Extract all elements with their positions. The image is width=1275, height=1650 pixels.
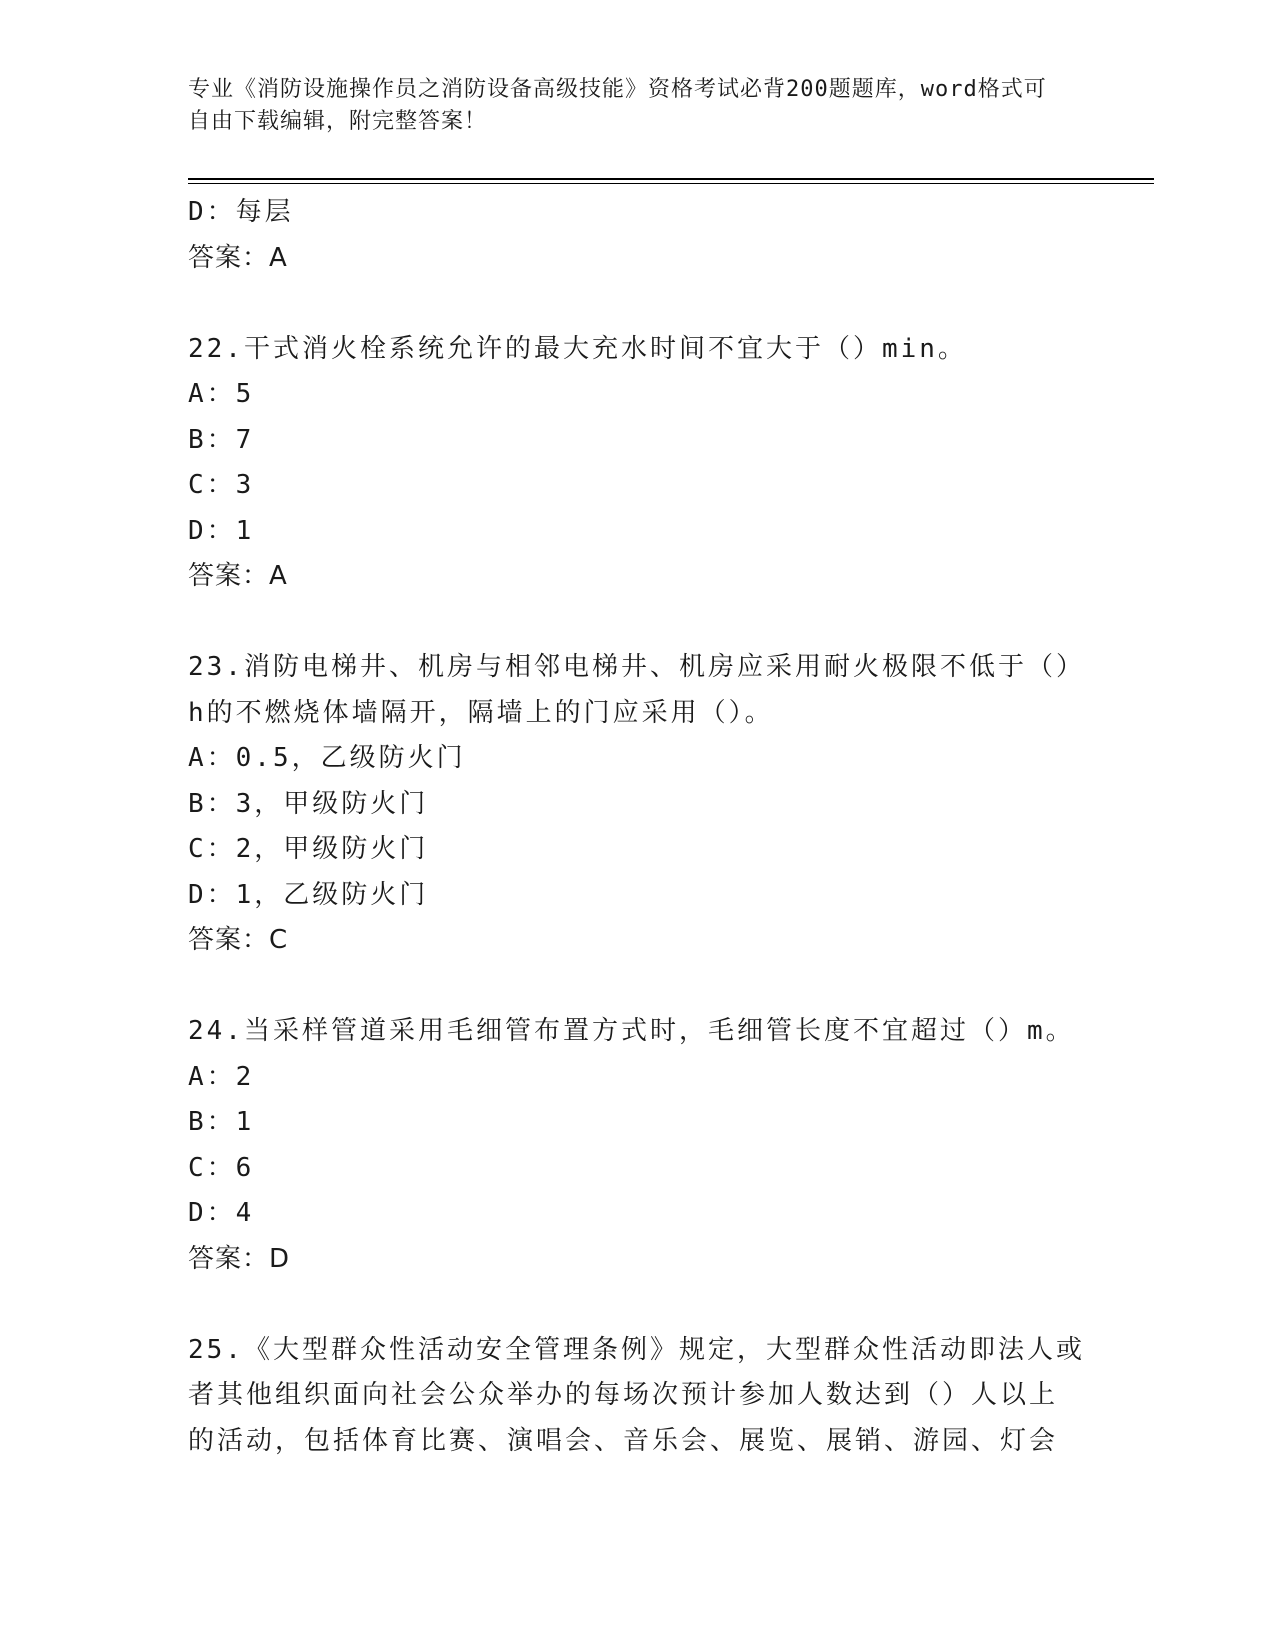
question-content	[188, 190, 1088, 1464]
answer-line: 答案：C	[188, 925, 289, 955]
answer-line: 答案：D	[188, 1243, 291, 1274]
option-d: D：4	[188, 1198, 255, 1228]
option-d: D：每层	[188, 197, 294, 227]
option-a: A：0.5，乙级防火门	[188, 743, 466, 773]
page-header: 专业《消防设施操作员之消防设备高级技能》资格考试必背200题题库，word格式可自由下载编辑，附完整答案！	[188, 77, 1047, 134]
answer-line: 答案：A	[188, 561, 288, 591]
header-rule-thick	[188, 178, 1154, 180]
question-stem-continued: 者其他组织面向社会公众举办的每场次预计参加人数达到（）人以上	[188, 1380, 1059, 1410]
answer-line: 答案：A	[188, 242, 288, 273]
question-stem-continued: 的活动，包括体育比赛、演唱会、音乐会、展览、展销、游园、灯会	[188, 1425, 1059, 1456]
option-b: B：3，甲级防火门	[188, 788, 429, 819]
question-stem-continued: h的不燃烧体墙隔开，隔墙上的门应采用（）。	[188, 697, 774, 728]
question-stem: 23.消防电梯井、机房与相邻电梯井、机房应采用耐火极限不低于（）	[188, 652, 1085, 682]
question-stem: 22.干式消火栓系统允许的最大充水时间不宜大于（）min。	[188, 333, 967, 364]
option-c: C：3	[188, 470, 255, 500]
option-b: B：7	[188, 424, 255, 455]
question-stem: 24.当采样管道采用毛细管布置方式时，毛细管长度不宜超过（）m。	[188, 1016, 1075, 1046]
question-stem: 25.《大型群众性活动安全管理条例》规定，大型群众性活动即法人或	[188, 1334, 1085, 1365]
option-d: D：1	[188, 515, 255, 546]
option-c: C：6	[188, 1152, 255, 1183]
header-rule-thin	[188, 183, 1154, 184]
option-a: A：2	[188, 1061, 255, 1092]
option-d: D：1，乙级防火门	[188, 879, 429, 910]
option-b: B：1	[188, 1107, 255, 1137]
option-c: C：2，甲级防火门	[188, 834, 429, 864]
option-a: A：5	[188, 379, 255, 409]
